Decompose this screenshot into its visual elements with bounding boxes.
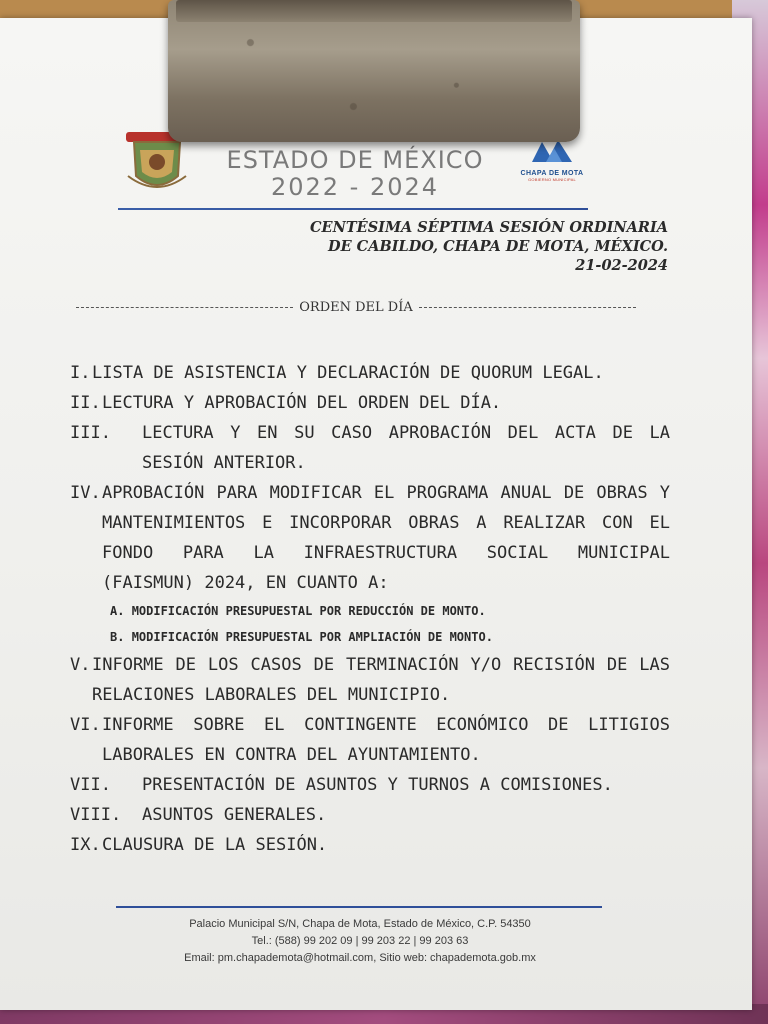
header-period: 2022 - 2024 [270, 173, 440, 201]
agenda-item [70, 478, 670, 598]
agenda-item-text: LECTURA Y APROBACIÓN DEL ORDEN DEL DÍA. [102, 393, 502, 413]
metal-clip [168, 0, 580, 142]
agenda-heading [76, 300, 636, 315]
agenda-item-number: IV. [70, 483, 101, 503]
agenda-item-text: LECTURA Y EN SU CASO APROBACIÓN DEL ACTA DE LA SESIÓN ANTERIOR. [142, 423, 670, 473]
agenda-item [70, 388, 670, 418]
footer-divider [116, 906, 602, 908]
agenda-item-number: VIII. [70, 805, 122, 825]
agenda-item-text: ASUNTOS GENERALES. [142, 805, 327, 825]
agenda-item [70, 650, 670, 710]
agenda-subitem-text: MODIFICACIÓN PRESUPUESTAL POR AMPLIACIÓN DE MONTO. [131, 630, 493, 644]
agenda-item [70, 830, 670, 860]
agenda-item [70, 358, 670, 388]
agenda-item-number: I. [70, 363, 91, 383]
agenda-subitem [70, 624, 670, 650]
agenda-item-number: VII. [70, 775, 111, 795]
logo-tagline: GOBIERNO MUNICIPAL [528, 177, 576, 182]
agenda-item [70, 800, 670, 830]
agenda-item-text: INFORME SOBRE EL CONTINGENTE ECONÓMICO DE LITIGIOS LABORALES EN CONTRA DEL AYUNTAMIENTO. [102, 715, 670, 765]
dashed-rule-right [419, 307, 636, 308]
footer-phone: Tel.: (588) 99 202 09 | 99 203 22 | 99 203 63 [251, 935, 469, 947]
agenda-item-number: III. [70, 423, 111, 443]
agenda-subitem-text: MODIFICACIÓN PRESUPUESTAL POR REDUCCIÓN DE MONTO. [131, 604, 486, 618]
agenda-subitem-letter: B. [110, 630, 125, 644]
header-state: ESTADO DE MÉXICO [226, 146, 484, 174]
agenda-item-text: CLAUSURA DE LA SESIÓN. [102, 835, 328, 855]
footer-contact: Email: pm.chapademota@hotmail.com, Sitio web: chapademota.gob.mx [184, 952, 536, 964]
agenda-item-text: APROBACIÓN PARA MODIFICAR EL PROGRAMA ANUAL DE OBRAS Y MANTENIMIENTOS E INCORPORAR OBRAS A REALIZAR CON EL FONDO PARA LA INFRAESTRUCTURA SOCIAL MUNICIPAL (FAISMUN) 2024, EN CUANTO A: [102, 483, 670, 593]
header-divider [118, 208, 588, 210]
agenda-subitem-letter: A. [110, 604, 125, 618]
agenda-item-text: LISTA DE ASISTENCIA Y DECLARACIÓN DE QUORUM LEGAL. [92, 363, 604, 383]
agenda-item [70, 710, 670, 770]
header-title [200, 146, 510, 200]
session-title [310, 218, 668, 275]
session-date: 21-02-2024 [575, 257, 668, 274]
agenda-list [70, 358, 670, 860]
agenda-item [70, 418, 670, 478]
agenda-item-number: IX. [70, 835, 101, 855]
agenda-heading-text: ORDEN DEL DÍA [299, 300, 413, 315]
dashed-rule-left [76, 307, 293, 308]
session-line-2: DE CABILDO, CHAPA DE MOTA, MÉXICO. [328, 238, 668, 255]
session-line-1: CENTÉSIMA SÉPTIMA SESIÓN ORDINARIA [310, 219, 668, 236]
agenda-item-number: II. [70, 393, 101, 413]
footer-address: Palacio Municipal S/N, Chapa de Mota, Estado de México, C.P. 54350 [189, 918, 531, 930]
agenda-item-number: VI. [70, 715, 101, 735]
agenda-item-number: V. [70, 655, 91, 675]
chapa-de-mota-logo [512, 136, 592, 190]
footer [110, 916, 610, 967]
agenda-item-text: PRESENTACIÓN DE ASUNTOS Y TURNOS A COMISIONES. [142, 775, 613, 795]
agenda-item [70, 770, 670, 800]
agenda-item-text: INFORME DE LOS CASOS DE TERMINACIÓN Y/O RECISIÓN DE LAS RELACIONES LABORALES DEL MUNICIPIO. [92, 655, 670, 705]
metal-clip-top [176, 0, 572, 22]
agenda-subitem [70, 598, 670, 624]
logo-name: CHAPA DE MOTA [520, 170, 584, 177]
